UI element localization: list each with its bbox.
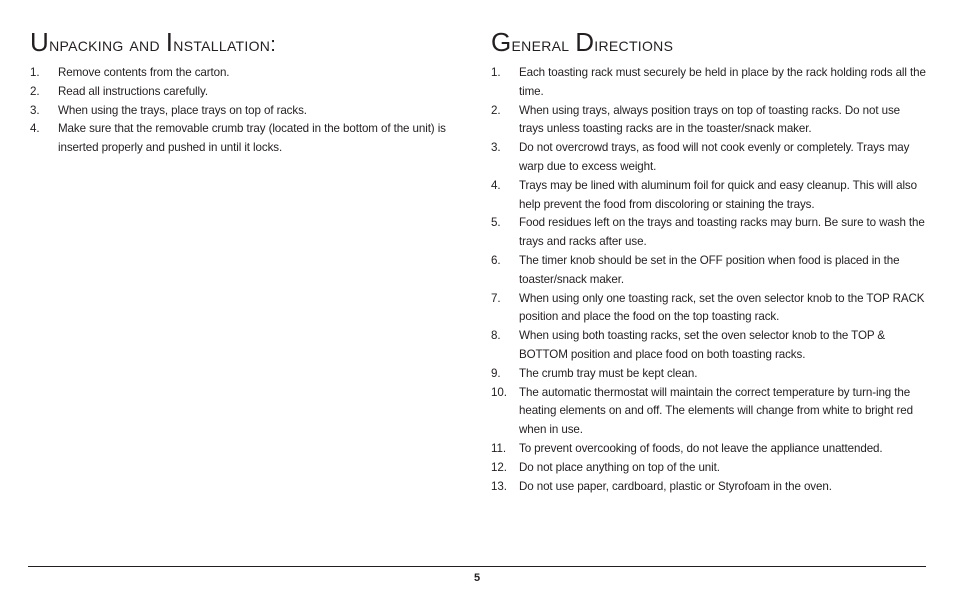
item-number: 7. (491, 291, 501, 305)
item-number: 13. (491, 479, 507, 493)
list-item (30, 83, 450, 102)
item-text: Food residues left on the trays and toasting racks may burn. Be sure to wash the trays and racks after use. (519, 216, 925, 249)
list-item (491, 64, 927, 102)
directions-list (491, 64, 927, 496)
unpacking-installation-section (30, 28, 450, 158)
item-number: 4. (491, 178, 501, 192)
item-text: Each toasting rack must securely be held in place by the rack holding rods all the time. (519, 66, 926, 98)
unpacking-list (30, 64, 450, 158)
list-item (491, 102, 927, 140)
item-number: 12. (491, 460, 507, 474)
item-number: 3. (30, 103, 40, 117)
item-text: The crumb tray must be kept clean. (519, 366, 698, 380)
list-item (491, 478, 927, 497)
item-number: 6. (491, 253, 501, 267)
item-text: Do not use paper, cardboard, plastic or Styrofoam in the oven. (519, 479, 832, 493)
list-item (491, 365, 927, 384)
item-number: 2. (491, 103, 501, 117)
item-number: 3. (491, 141, 501, 155)
list-item (30, 64, 450, 83)
list-item (491, 139, 927, 177)
list-item (491, 214, 927, 252)
footer-divider (28, 566, 926, 567)
list-item (491, 177, 927, 215)
heading-text: nstallation: (173, 34, 277, 56)
heading-text: irections (594, 34, 674, 56)
item-text: Do not overcrowd trays, as food will not cook evenly or completely. Trays may warp due to excess weight. (519, 141, 910, 173)
list-item (491, 327, 927, 365)
item-text: Remove contents from the carton. (58, 66, 230, 79)
page-number: 5 (473, 572, 481, 584)
item-number: 11. (491, 441, 506, 455)
list-item (491, 290, 927, 328)
list-item (491, 252, 927, 290)
heading-initial: I (165, 27, 174, 57)
item-text: When using both toasting racks, set the oven selector knob to the TOP & BOTTOM position and place food on both toasting racks. (519, 329, 886, 361)
item-text: To prevent overcooking of foods, do not leave the appliance unattended. (519, 441, 883, 455)
item-text: The automatic thermostat will maintain the correct temperature by turn-ing the heating elements on and off. The elements will change from white to bright red when in use. (519, 385, 913, 437)
item-number: 2. (30, 84, 40, 98)
list-item (491, 384, 927, 440)
heading-initial: D (575, 27, 595, 57)
item-number: 4. (30, 122, 40, 136)
heading-text: npacking and (49, 34, 166, 56)
heading-initial: G (491, 27, 512, 57)
item-number: 10. (491, 385, 507, 399)
item-text: Read all instructions carefully. (58, 84, 208, 98)
item-text: The timer knob should be set in the OFF position when food is placed in the toaster/snack maker. (519, 253, 900, 286)
item-number: 8. (491, 329, 501, 343)
item-text: When using trays, always position trays on top of toasting racks. Do not use trays unless toasting racks are in the toaster/snack maker. (519, 103, 900, 136)
heading-text: eneral (511, 34, 576, 56)
item-text: Make sure that the removable crumb tray (located in the bottom of the unit) is inserted properly and pushed in until it locks. (58, 122, 446, 155)
list-item (491, 440, 927, 459)
item-text: Do not place anything on top of the unit. (519, 460, 720, 474)
item-number: 1. (30, 66, 40, 79)
general-directions-heading (491, 28, 927, 59)
unpacking-installation-heading (30, 28, 450, 59)
item-number: 9. (491, 366, 501, 380)
list-item (30, 120, 450, 158)
list-item (30, 102, 450, 121)
item-text: When using only one toasting rack, set the oven selector knob to the TOP RACK position and place the food on the top toasting rack. (519, 291, 925, 324)
item-text: Trays may be lined with aluminum foil for quick and easy cleanup. This will also help prevent the food from discoloring or staining the trays. (519, 178, 917, 211)
item-number: 5. (491, 216, 501, 230)
heading-initial: U (30, 27, 50, 57)
item-text: When using the trays, place trays on top of racks. (58, 103, 307, 117)
general-directions-section (491, 28, 927, 496)
item-number: 1. (491, 66, 501, 79)
list-item (491, 459, 927, 478)
